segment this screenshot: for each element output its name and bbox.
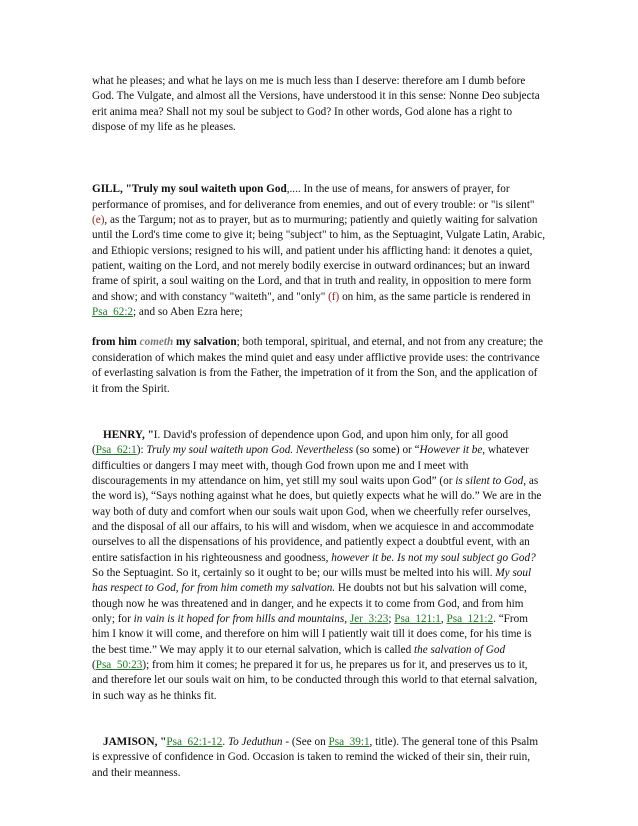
- clarke-text: what he pleases; and what he lays on me is much less than I deserve: therefore am I dumb before God. The Vulgate, and almost all the Versions, have understood it in this sense: Nonne Deo subjecta erit anima mea? Shall not my soul be subject to God? In other words, God alone has a right to dispose of my life as he pleases.: [92, 75, 540, 134]
- scripture-link[interactable]: Psa_62:1-12: [166, 736, 223, 749]
- paragraph-gill-2: from him cometh my salvation; both temporal, spiritual, and eternal, and not from any creature; the consideration of which makes the mind quiet and easy under afflictive provide uses: the contrivance of everlasting salvation is from the Father, the impetration of it from the Son, and the application of it from the Spirit.: [92, 336, 543, 395]
- paragraph-gill: GILL, "Truly my soul waiteth upon God,.... In the use of means, for answers of prayer, for performance of promises, and for deliverance from enemies, and out of every trouble: or "is silent" (e), as the Targum; not as to prayer, but as to murmuring; patiently and quietly waiting for salvation until the Lord's time come to give it; being "subject" to him, as the Septuagint, Vulgate Latin, Arabic, and Ethiopic versions; resigned to his will, and patient under his afflicting hand: it denotes a quiet, patient, waiting on the Lord, and not merely bodily exercise in outward ordinances; but an inward frame of spirit, a soul waiting on the Lord, and that in truth and reality, in opposition to mere form and show; and with constancy "waiteth", and "only" (f) on him, as the same particle is rendered in Psa_62:2; and so Aben Ezra here;: [92, 183, 546, 319]
- scripture-link[interactable]: Psa_62:2: [92, 306, 134, 319]
- gill2-heading-2: my salvation: [173, 336, 237, 349]
- gill-lead: GILL, "Truly my soul waiteth upon God: [92, 183, 287, 196]
- scripture-link[interactable]: Psa_121:2: [446, 612, 494, 625]
- scripture-link[interactable]: Psa_62:1: [95, 444, 137, 457]
- paragraph-jamison: JAMISON, "Psa_62:1-12. To Jeduthun - (See on Psa_39:1, title). The general tone of this Psalm is expressive of confidence in God. Occasion is taken to remind the wicked of their sin, their ruin, and their meanness.: [92, 736, 539, 779]
- jamison-lead: JAMISON, ": [103, 736, 167, 749]
- scripture-link[interactable]: Psa_121:1: [394, 612, 441, 625]
- scripture-link[interactable]: Jer_3:23: [349, 612, 389, 625]
- henry-lead: HENRY, ": [103, 428, 154, 441]
- paragraph-henry: HENRY, "I. David's profession of dependence upon God, and upon him only, for all good (Psa_62:1): Truly my soul waiteth upon God. Nevertheless (so some) or “However it be, whatever difficulties or dangers I may meet with, though God frown upon me and I meet with discouragements in my attendance on him, yet still my soul waits upon God” (or is silent to God, as the word is), “Says nothing against what he does, but quietly expects what he will do.” We are in the way both of duty and comfort when our souls wait upon God, when we cheerfully refer ourselves, and the disposal of all our affairs, to his will and wisdom, when we acquiesce in and accommodate ourselves to all the dispensations of his providence, and patiently expect a doubtful event, with an entire satisfaction in his righteousness and goodness, however it be. Is not my soul subject go God? So the Septuagint. So it, certainly so it ought to be; our wills must be melted into his will. My soul has respect to God, for from him cometh my salvation. He doubts not but his salvation will come, though now he was threatened and in danger, and he expects it to come from God, and from him only; for in vain is it hoped for from hills and mountains, Jer_3:23; Psa_121:1, Psa_121:2. “From him I know it will come, and therefore on him will I patiently wait till it does come, for his time is the best time.” We may apply it to our eternal salvation, which is called the salvation of God (Psa_50:23); from him it comes; he prepared it for us, he prepares us for it, and preserves us to it, and therefore let our souls wait on him, to be conducted through this world to that eternal salvation, in such way as he thinks fit.: [92, 428, 542, 702]
- paragraph-clarke-end: [92, 74, 546, 135]
- footnote-marker-f: (f): [328, 290, 340, 303]
- scripture-link[interactable]: Psa_50:23: [95, 659, 143, 671]
- gill2-heading-emphasis: cometh: [139, 336, 174, 349]
- gill2-heading-1: from him: [92, 336, 140, 349]
- footnote-marker-e: (e): [92, 214, 105, 227]
- scripture-link[interactable]: Psa_39:1: [328, 736, 370, 749]
